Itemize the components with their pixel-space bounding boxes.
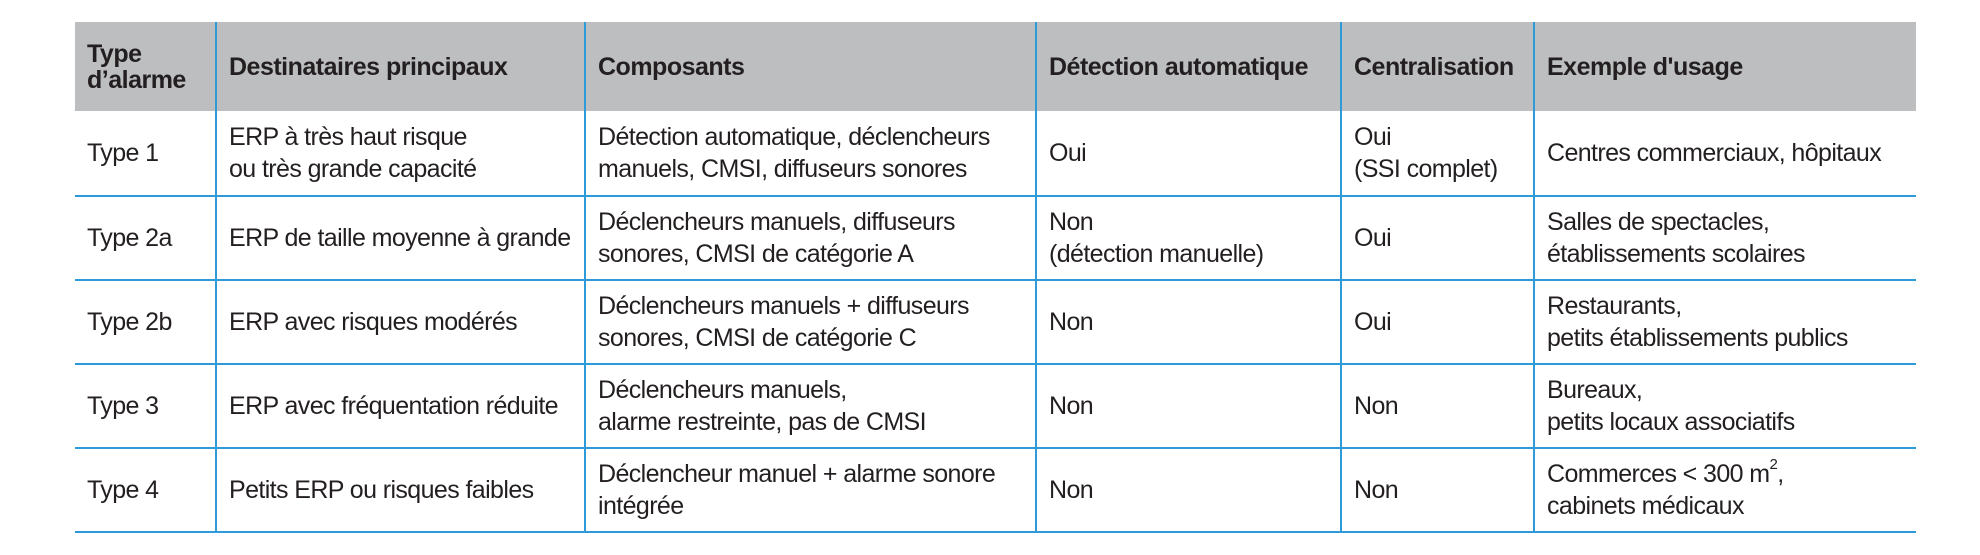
alarm-types-table (75, 22, 1916, 533)
table-row (75, 448, 1916, 532)
cell-exemple: Centres commerciaux, hôpitaux (1534, 111, 1916, 196)
cell-type: Type 4 (75, 448, 216, 532)
cell-centralisation: Non (1341, 364, 1534, 448)
cell-centralisation: Oui (1341, 280, 1534, 364)
table-row (75, 111, 1916, 196)
cell-destinataires: ERP avec fréquentation réduite (216, 364, 585, 448)
cell-centralisation: Oui (SSI complet) (1341, 111, 1534, 196)
cell-destinataires: ERP avec risques modérés (216, 280, 585, 364)
cell-exemple: Salles de spectacles, établissements scolaires (1534, 196, 1916, 280)
exemple-line2: cabinets médicaux (1547, 492, 1744, 520)
cell-centralisation: Non (1341, 448, 1534, 532)
alarm-types-table-container (75, 22, 1916, 533)
cell-detection: Non (1036, 364, 1341, 448)
header-composants: Composants (585, 22, 1036, 111)
cell-detection: Non (1036, 280, 1341, 364)
cell-composants: Déclencheurs manuels + diffuseurs sonores, CMSI de catégorie C (585, 280, 1036, 364)
superscript-two: 2 (1769, 455, 1778, 473)
cell-detection: Oui (1036, 111, 1341, 196)
cell-detection: Non (1036, 448, 1341, 532)
cell-type: Type 3 (75, 364, 216, 448)
header-exemple: Exemple d'usage (1534, 22, 1916, 111)
table-row (75, 196, 1916, 280)
header-detection: Détection automatique (1036, 22, 1341, 111)
cell-composants: Déclencheurs manuels, alarme restreinte, pas de CMSI (585, 364, 1036, 448)
cell-exemple (1534, 448, 1916, 532)
exemple-line1: Commerces < 300 m (1547, 460, 1770, 488)
header-centralisation: Centralisation (1341, 22, 1534, 111)
cell-destinataires: Petits ERP ou risques faibles (216, 448, 585, 532)
table-header (75, 22, 1916, 111)
header-type: Type d’alarme (75, 22, 216, 111)
table-body (75, 111, 1916, 532)
cell-exemple: Bureaux, petits locaux associatifs (1534, 364, 1916, 448)
cell-type: Type 2a (75, 196, 216, 280)
table-row (75, 280, 1916, 364)
cell-exemple: Restaurants, petits établissements publics (1534, 280, 1916, 364)
table-row (75, 364, 1916, 448)
cell-composants: Détection automatique, déclencheurs manuels, CMSI, diffuseurs sonores (585, 111, 1036, 196)
header-row (75, 22, 1916, 111)
exemple-line1-end: , (1777, 460, 1784, 488)
cell-composants: Déclencheurs manuels, diffuseurs sonores, CMSI de catégorie A (585, 196, 1036, 280)
cell-composants: Déclencheur manuel + alarme sonore intégrée (585, 448, 1036, 532)
cell-type: Type 1 (75, 111, 216, 196)
cell-destinataires: ERP à très haut risque ou très grande capacité (216, 111, 585, 196)
header-destinataires: Destinataires principaux (216, 22, 585, 111)
cell-type: Type 2b (75, 280, 216, 364)
cell-detection: Non (détection manuelle) (1036, 196, 1341, 280)
cell-centralisation: Oui (1341, 196, 1534, 280)
cell-destinataires: ERP de taille moyenne à grande (216, 196, 585, 280)
